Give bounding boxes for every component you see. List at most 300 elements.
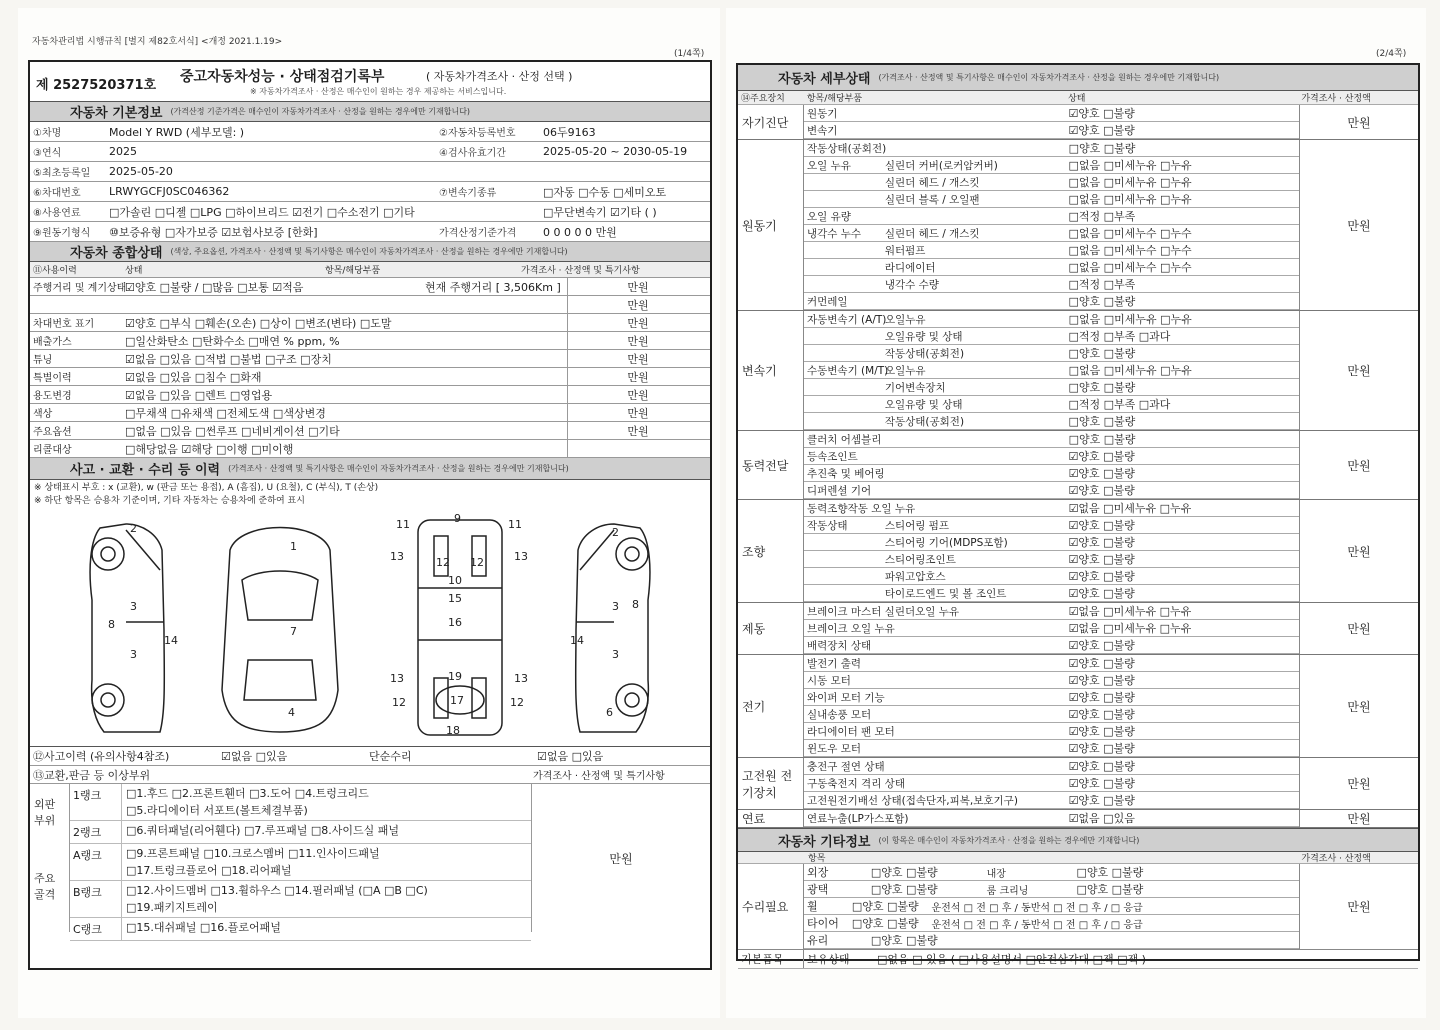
rank-item: □5.라디에이터 서포트(볼트체결부품) [126,804,308,817]
detail-item: 시동 모터 [807,674,851,687]
repair-row [804,898,1299,915]
summary-row [30,278,710,296]
summary-state: ☑양호 □부식 □훼손(오손) □상이 □변조(변타) □도말 [125,316,392,330]
summary-state: □일산화탄소 □탄화수소 □매연 % ppm, % [125,334,340,348]
detail-part: 기어변속장치 [884,381,946,394]
other-info-title: 자동차 기타정보 [778,834,871,850]
exchange-price-header: 가격조사 · 산정액 및 특기사항 [533,771,665,782]
summary-row [30,314,710,332]
detail-row [804,174,1299,191]
col-part: 항목/해당부품 [806,94,863,104]
rear-left-wheel [92,684,124,716]
svg-text:3: 3 [130,648,137,661]
summary-item: 색상 [33,409,53,420]
detail-row [804,758,1299,775]
left-page [18,8,720,1018]
detail-status: ☑없음 □미세누유 □누유 [1068,622,1192,635]
summary-row [30,404,710,422]
col-device: ⑭주요장치 [741,94,785,104]
title-note: ※ 자동차가격조사 · 산정은 매수인이 원하는 경우 제공하는 서비스입니다. [250,87,507,96]
detail-section-name: 조향 [738,500,804,602]
detail-part: 작동상태(공회전) [884,347,965,360]
detail-status: ☑양호 □불량 [1068,570,1135,583]
repair-state: □양호 □불량 [870,883,938,896]
detail-row [804,105,1299,122]
rank-label: 2랭크 [70,821,122,843]
detail-item: 브레이크 마스터 실린더오일 누유 [807,605,960,618]
detail-status: ☑양호 □불량 [1068,657,1135,670]
basic-info-note: (가격산정 기준가격은 매수인이 자동차가격조사 · 산정을 원하는 경우에만 기재합니다) [170,107,471,116]
form-reference: 자동차관리법 시행규칙 [별지 제82호서식] <개정 2021.1.19> [32,37,283,47]
detail-row [804,517,1299,534]
summary-column-header [30,262,710,278]
page-number: (1/4쪽) [674,49,705,59]
svg-text:1: 1 [290,540,297,553]
detail-row [804,740,1299,757]
detail-item: 윈도우 모터 [807,742,862,755]
detail-status: □없음 □미세누수 □누수 [1068,244,1192,257]
detail-status: □없음 □미세누유 □누유 [1068,313,1192,326]
repair-item-2: 룸 크리닝 [986,885,1029,897]
rank-item: □6.쿼터패널(리어휀다) □7.루프패널 □8.사이드실 패널 [126,824,400,837]
basic-info-value-2: □자동 □수동 □세미오토 [543,185,667,199]
detail-part: 실린더 블록 / 오일팬 [884,193,980,206]
detail-item: 커먼레일 [807,295,848,308]
detail-section-rows [804,105,1300,139]
detail-part: 타이로드엔드 및 볼 조인트 [884,587,1007,600]
detail-note: (가격조사 · 산정액 및 특기사항은 매수인이 자동차가격조사 · 산정을 원하는 경우에만 기재합니다) [878,73,1220,82]
basic-info-value: 2025 [109,145,137,158]
detail-section-name: 전기 [738,655,804,757]
exchange-price: 만원 [609,851,633,866]
svg-text:3: 3 [130,600,137,613]
outer-panel-label: 외판 부위 [34,798,56,827]
detail-row [804,259,1299,276]
detail-status: ☑양호 □불량 [1068,725,1135,738]
summary-title: 자동차 종합상태 [70,246,163,261]
summary-state: □무채색 □유채색 □전체도색 □색상변경 [125,406,326,420]
basic-info-label: ⑨원동기형식 [33,228,91,239]
detail-item: 고전원전기배선 상태(접속단자,피복,보호기구) [807,794,1018,807]
svg-text:11: 11 [508,518,522,531]
detail-status: □양호 □불량 [1068,142,1136,155]
svg-text:13: 13 [390,550,404,563]
rank-row [70,821,531,844]
right-page [726,8,1426,1018]
detail-row [804,603,1299,620]
summary-price: 만원 [627,316,649,330]
summary-detail [422,404,568,421]
detail-status: □없음 □미세누유 □누유 [1068,364,1192,377]
detail-section-price: 만원 [1347,115,1371,130]
summary-header [30,242,710,262]
detail-item: 작동상태 [807,519,848,532]
detail-title: 자동차 세부상태 [778,72,871,87]
detail-part: 스티어링 기어(MDPS포함) [884,536,1008,549]
detail-status: ☑없음 □있음 [1068,812,1135,825]
detail-item: 수동변속기 (M/T) [807,364,889,377]
detail-row [804,706,1299,723]
basic-info-row [30,222,710,242]
svg-text:11: 11 [396,518,410,531]
col-item: 항목/해당부품 [325,266,381,276]
detail-row [804,345,1299,362]
repair-row [804,932,1299,949]
detail-row [804,482,1299,499]
detail-section-price: 만원 [1347,812,1371,826]
detail-row [804,534,1299,551]
detail-section-price: 만원 [1347,458,1371,473]
simple-repair-label: 단순수리 [369,750,412,763]
detail-part: 작동상태(공회전) [884,415,965,428]
detail-section-name: 제동 [738,603,804,654]
inspection-record-form [28,60,712,970]
detail-item: 오일 유량 [807,210,851,223]
summary-state: □없음 □있음 □썬루프 □네비게이션 □기타 [125,424,340,438]
basic-info-value: □가솔린 □디젤 □LPG □하이브리드 ☑전기 □수소전기 □기타 [109,205,415,219]
repair-needed-label: 수리필요 [738,864,804,949]
detail-status: □양호 □불량 [1068,433,1136,446]
title-option: ( 자동차가격조사 · 산정 선택 ) [426,70,573,83]
basic-info-label: ③연식 [33,148,62,159]
detail-status: □적정 □부족 □과다 [1068,330,1171,343]
detail-row [804,448,1299,465]
repair-item: 광택 [807,883,829,896]
rank-label: C랭크 [70,918,122,940]
simple-repair-value: ☑없음 □있음 [537,750,604,763]
summary-item: 리콜대상 [33,445,72,456]
summary-row [30,368,710,386]
summary-detail [422,368,568,385]
repair-row [804,881,1299,898]
exchange-group-labels [30,784,70,932]
detail-row [804,140,1299,157]
repair-state-2: □양호 □불량 [1076,866,1144,879]
detail-section-name: 고전원 전기장치 [738,758,804,809]
rank-row [70,844,531,881]
rank-item: □9.프론트패널 □10.크로스멤버 □11.인사이드패널 [126,847,380,860]
detail-section-name: 변속기 [738,311,804,430]
summary-price: 만원 [627,370,649,384]
other-col-price: 가격조사 · 산정액 [1301,854,1371,864]
detail-row [804,810,1299,827]
repair-item-2: 내장 [986,868,1006,880]
summary-price: 만원 [627,334,649,348]
detail-section-rows [804,500,1300,602]
repair-item-2: 운전석 □ 전 □ 후 / 동반석 □ 전 □ 후 / □ 응급 [931,902,1143,914]
rank-items [122,881,531,917]
col-estimate: 가격조사 · 산정액 [1301,94,1371,104]
detail-status: □적정 □부족 [1068,278,1136,291]
detail-part: 냉각수 수량 [884,278,939,291]
detail-table [738,105,1418,828]
document-number: 제 2527520371호 [36,78,157,93]
detail-part: 실린더 헤드 / 개스킷 [884,227,980,240]
detail-section [738,431,1418,500]
rank-items [122,844,531,880]
summary-detail [422,386,568,403]
rank-row [70,881,531,918]
main-frame-label: 주요 골격 [34,872,56,901]
svg-text:18: 18 [446,724,460,737]
svg-text:7: 7 [290,625,297,638]
detail-section-rows [804,810,1300,827]
rank-items [122,784,531,820]
summary-item: 차대번호 표기 [33,319,95,330]
basic-items-row [738,949,1418,969]
svg-text:19: 19 [448,670,462,683]
legend [30,480,710,510]
detail-status: □양호 □불량 [1068,415,1136,428]
detail-section-price: 만원 [1347,364,1371,378]
summary-state: ☑양호 □불량 / □많음 □보통 ☑적음 [125,280,304,294]
rank-row [70,918,531,941]
detail-status-form [736,63,1420,966]
detail-part: 스티어링 펌프 [884,519,950,532]
basic-info-value: 2025-05-20 [109,165,173,178]
rank-items [122,918,531,940]
detail-status: ☑양호 □불량 [1068,124,1135,137]
detail-row [804,775,1299,792]
detail-section [738,758,1418,810]
detail-item: 충전구 절연 상태 [807,760,885,773]
detail-item: 동력조향작동 오일 누유 [807,502,916,515]
svg-text:8: 8 [108,618,115,631]
basic-info-label: ⑧사용연료 [33,208,81,219]
detail-item: 추진축 및 베어링 [807,467,885,480]
detail-section-name: 연료 [738,810,804,827]
other-col-item: 항목 [808,854,826,864]
basic-info-value: LRWYGCFJ0SC046362 [109,185,230,198]
detail-row [804,225,1299,242]
detail-row [804,465,1299,482]
detail-status: □양호 □불량 [1068,295,1136,308]
rank-item: □17.트렁크플로어 □18.리어패널 [126,864,292,877]
detail-item: 구동축전지 격리 상태 [807,777,905,790]
detail-item: 발전기 출력 [807,657,862,670]
repair-item: 외장 [807,866,829,879]
detail-row [804,122,1299,139]
detail-status: ☑양호 □불량 [1068,536,1135,549]
basic-info-table [30,122,710,242]
detail-item: 오일 누유 [807,159,851,172]
svg-text:15: 15 [448,592,462,605]
svg-text:4: 4 [288,706,295,719]
front-right-wheel [616,538,648,570]
detail-item: 라디에이터 팬 모터 [807,725,895,738]
repair-state-2: □양호 □불량 [1076,883,1144,896]
summary-state: □해당없음 ☑해당 □이행 □미이행 [125,442,294,456]
detail-status: □적정 □부족 □과다 [1068,398,1171,411]
detail-status: ☑양호 □불량 [1068,107,1135,120]
detail-status: □없음 □미세누유 □누유 [1068,193,1192,206]
detail-part: 스티어링조인트 [884,553,956,566]
svg-text:17: 17 [450,694,464,707]
basic-info-label-2: ④검사유효기간 [439,148,506,159]
detail-part: 오일누유 [885,313,926,326]
summary-detail [422,350,568,367]
svg-text:12: 12 [470,556,484,569]
detail-item: 자동변속기 (A/T) [807,313,887,326]
detail-status: ☑양호 □불량 [1068,674,1135,687]
repair-state: □양호 □불량 [851,917,919,930]
detail-part: 실린더 커버(로커암커버) [884,159,998,172]
basic-info-value-2: 0 0 0 0 0 만원 [543,225,617,239]
detail-row [804,723,1299,740]
basic-items-state: □없음 □ 있음 ( □사용설명서 □안전삼각대 □잭 □잭 ) [877,953,1146,966]
basic-info-value: ⑩보증유형 □자가보증 ☑보험사보증 [한화] [109,225,318,239]
detail-section-rows [804,655,1300,757]
repair-table [738,864,1418,949]
detail-row [804,792,1299,809]
detail-row [804,620,1299,637]
svg-text:14: 14 [570,634,584,647]
repair-state: □양호 □불량 [851,900,919,913]
rank-items [122,821,531,843]
svg-text:8: 8 [632,598,639,611]
detail-row [804,637,1299,654]
detail-row [804,585,1299,602]
form-title: 중고자동차성능 · 상태점검기록부 [180,69,385,85]
basic-items-item: 보유상태 [807,953,850,966]
detail-section [738,500,1418,603]
col-state: 상태 [125,266,143,276]
detail-status: ☑양호 □불량 [1068,742,1135,755]
detail-status: ☑양호 □불량 [1068,484,1135,497]
detail-row [804,551,1299,568]
detail-item: 작동상태(공회전) [807,142,887,155]
detail-row [804,191,1299,208]
detail-status: □양호 □불량 [1068,347,1136,360]
svg-text:9: 9 [454,512,461,525]
svg-text:12: 12 [392,696,406,709]
detail-row [804,328,1299,345]
basic-info-header [30,102,710,122]
basic-info-label: ①차명 [33,128,62,139]
detail-section-name: 동력전달 [738,431,804,499]
basic-info-row [30,202,710,222]
detail-part: 오일누유 [885,364,926,377]
basic-info-row [30,122,710,142]
svg-text:16: 16 [448,616,462,629]
detail-section [738,810,1418,828]
basic-info-value-2: □무단변속기 ☑기타 ( ) [543,205,657,219]
basic-info-label-2: ⑦변속기종류 [439,188,497,199]
basic-info-row [30,162,710,182]
detail-section-rows [804,311,1300,430]
detail-status: ☑양호 □불량 [1068,639,1135,652]
repair-row [804,915,1299,932]
detail-item: 와이퍼 모터 기능 [807,691,885,704]
detail-item: 등속조인트 [807,450,858,463]
summary-state: ☑없음 □있음 □적법 □불법 □구조 □장치 [125,352,332,366]
exchange-table [30,784,710,936]
detail-status: ☑양호 □불량 [1068,587,1135,600]
repair-row [804,864,1299,881]
detail-row [804,689,1299,706]
summary-item: 튜닝 [33,355,53,366]
summary-row [30,332,710,350]
summary-price: 만원 [627,298,649,312]
svg-text:13: 13 [514,550,528,563]
svg-text:6: 6 [606,706,613,719]
rank-label: B랭크 [70,881,122,917]
rank-item: □15.대쉬패널 □16.플로어패널 [126,921,281,934]
repair-rows [804,864,1300,949]
summary-table [30,278,710,458]
basic-info-row [30,182,710,202]
svg-text:13: 13 [514,672,528,685]
detail-item: 클러치 어셈블리 [807,433,882,446]
detail-column-header [738,91,1418,105]
detail-section-price: 만원 [1347,699,1371,714]
basic-info-title: 자동차 기본정보 [70,106,163,121]
detail-row [804,362,1299,379]
svg-text:14: 14 [164,634,178,647]
accident-header [30,458,710,480]
detail-header [738,65,1418,91]
summary-row [30,422,710,440]
basic-info-label: ⑤최초등록일 [33,168,91,179]
detail-part: 라디에이터 [884,261,936,274]
detail-item: 변속기 [807,124,838,137]
basic-info-label: ⑥차대번호 [33,188,81,199]
other-column-header [738,852,1418,864]
summary-row [30,296,710,314]
basic-info-label-2: 가격산정기준가격 [439,228,517,239]
basic-info-value: Model Y RWD (세부모델: ) [109,125,245,139]
detail-section [738,311,1418,431]
detail-section [738,603,1418,655]
detail-section [738,105,1418,140]
detail-status: ☑양호 □불량 [1068,450,1135,463]
detail-status: ☑양호 □불량 [1068,691,1135,704]
rank-item: □19.패키지트레이 [126,901,218,914]
summary-detail [422,422,568,439]
detail-section-rows [804,603,1300,654]
detail-section [738,655,1418,758]
summary-row [30,350,710,368]
detail-row [804,413,1299,430]
detail-section-rows [804,758,1300,809]
svg-text:3: 3 [612,600,619,613]
detail-row [804,379,1299,396]
detail-part: 오일유량 및 상태 [884,330,963,343]
repair-item: 유리 [807,934,829,947]
detail-item: 냉각수 누수 [807,227,862,240]
svg-text:2: 2 [130,522,137,535]
svg-text:2: 2 [612,526,619,539]
detail-status: ☑양호 □불량 [1068,519,1135,532]
summary-item: 주요옵션 [33,427,72,438]
summary-price: 만원 [627,352,649,366]
summary-detail [422,296,568,313]
detail-section-price: 만원 [1347,544,1371,559]
accident-history-value: ☑없음 □있음 [221,750,288,763]
detail-row [804,311,1299,328]
rank-row [70,784,531,821]
detail-row [804,208,1299,225]
detail-status: □없음 □미세누수 □누수 [1068,261,1192,274]
repair-state: □양호 □불량 [870,866,938,879]
detail-section-rows [804,431,1300,499]
detail-item: 실내송풍 모터 [807,708,872,721]
detail-row [804,568,1299,585]
exchange-header: ⑬교환,판금 등 이상부위 [33,768,151,782]
summary-note: (색상, 주요옵션, 가격조사 · 산정액 및 특기사항은 매수인이 자동차가격조사 · 산정을 원하는 경우에만 기재합니다) [170,247,568,256]
accident-history-label: ⑫사고이력 (유의사항4참조) [33,750,170,763]
basic-info-value-2: 06두9163 [543,125,596,139]
